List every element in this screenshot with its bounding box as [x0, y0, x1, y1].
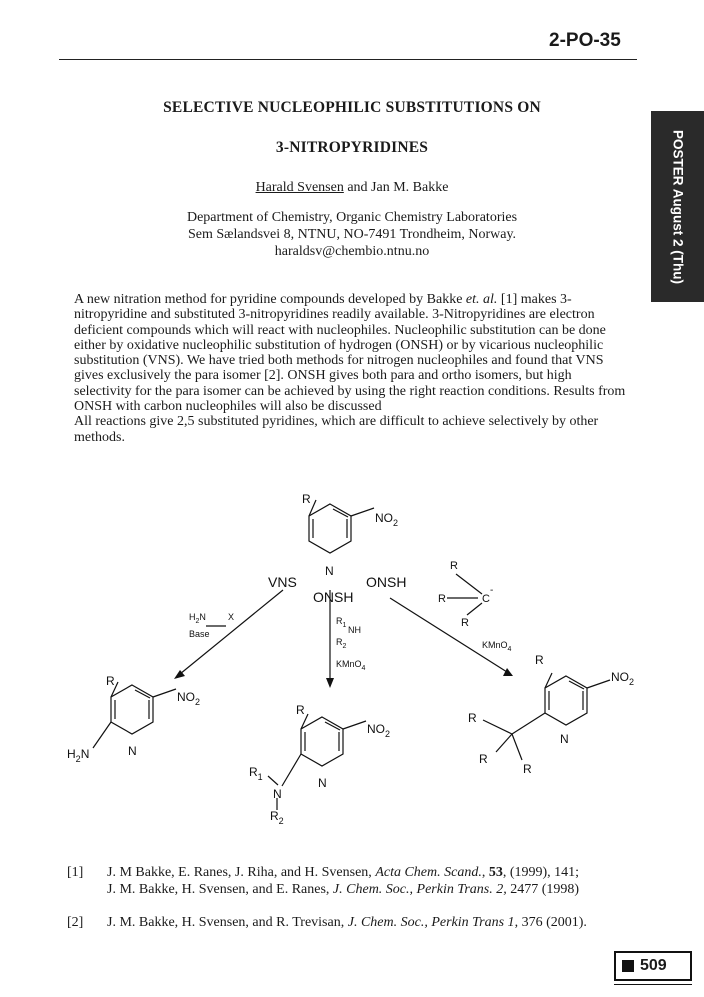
onsh-amine-label: ONSH [313, 589, 354, 605]
poster-code: 2-PO-35 [549, 30, 621, 51]
author-email: haraldsv@chembio.ntnu.no [274, 244, 430, 259]
abstract-etal: et. al. [465, 292, 498, 307]
onsh-carbon-label: ONSH [366, 574, 407, 590]
authors [0, 180, 704, 196]
reference-2-number: [2] [67, 915, 84, 930]
amine-r2: $R_2$ [336, 637, 347, 650]
product-2-r: R [296, 703, 305, 717]
header-rule [59, 59, 637, 60]
presenting-author: Harald Svensen [255, 180, 344, 195]
amine-nh: NH [348, 625, 361, 635]
product-3-ring [545, 676, 587, 725]
product-3-r-b: R [479, 752, 488, 766]
product-3-no2: $NO_2$ [611, 670, 635, 687]
amine-kmno4: KMnO$_4$ [336, 659, 366, 672]
abstract [74, 292, 626, 445]
amine-r1: $R_1$ [336, 616, 347, 629]
product-3-r-c: R [523, 762, 532, 776]
reaction-scheme [0, 480, 704, 835]
carbanion-r-top: R [450, 560, 458, 572]
carbanion-charge: - [490, 585, 494, 596]
vns-label: VNS [268, 574, 297, 590]
vns-base-label: Base [189, 629, 210, 639]
product-1-r: R [106, 674, 115, 688]
product-2-r1: $R_1$ [249, 765, 263, 782]
product-2-ring [301, 717, 343, 766]
product-3-r-a: R [468, 711, 477, 725]
start-pyridine-ring [309, 504, 351, 553]
product-2-ring-n: N [318, 776, 327, 790]
carbanion-r-left: R [438, 593, 446, 605]
page-number-box [614, 951, 692, 981]
page-marker-square [622, 960, 634, 972]
affiliation-address: Sem Sælandsvei 8, NTNU, NO-7491 Trondheim, Norway. [187, 227, 517, 242]
product-1-n: N [128, 744, 137, 758]
footer-rule [614, 984, 692, 985]
product-1-ring [111, 685, 153, 734]
vns-reagent-h2n: $H_2N$ [189, 612, 206, 625]
carbanion-r-bottom: R [461, 617, 469, 629]
product-3-r: R [535, 653, 544, 667]
product-2-r2: $R_2$ [270, 809, 284, 826]
affiliation [0, 209, 704, 260]
product-1-h2n: $H_2N$ [67, 747, 90, 764]
reference-1-line-2: J. M. Bakke, H. Svensen, and E. Ranes, J. Chem. Soc., Perkin Trans. 2, 2477 (1998) [107, 882, 580, 897]
product-1-no2: $NO_2$ [177, 690, 201, 707]
start-r-label: R [302, 492, 311, 506]
abstract-paragraph-1 [74, 292, 626, 414]
carbanion-c: C [482, 593, 490, 605]
reference-2-line-1: J. M. Bakke, H. Svensen, and R. Trevisan, J. Chem. Soc., Perkin Trans 1, 376 (2001). [107, 915, 587, 930]
start-no2-label: $NO_2$ [375, 511, 399, 528]
poster-date-label: POSTER August 2 (Thu) [670, 129, 685, 284]
product-2-no2: $NO_2$ [367, 722, 391, 739]
abstract-paragraph-2: All reactions give 2,5 substituted pyridines, which are difficult to achieve selectively by other methods. [74, 414, 599, 445]
title-line-1: SELECTIVE NUCLEOPHILIC SUBSTITUTIONS ON [163, 99, 541, 116]
abstract-text: A new nitration method for pyridine compounds developed by Bakke [74, 292, 466, 307]
carbon-kmno4: KMnO$_4$ [482, 640, 512, 653]
product-3-n: N [560, 732, 569, 746]
title-line-2: 3-NITROPYRIDINES [275, 139, 429, 156]
reference-1-line-1: J. M Bakke, E. Ranes, J. Riha, and H. Svensen, Acta Chem. Scand., 53, (1999), 141; [107, 865, 580, 880]
page-number: 509 [640, 957, 667, 974]
vns-reagent-x: X [228, 612, 235, 622]
onsh-carbon-arrow [390, 598, 507, 672]
abstract-text-cont: [1] makes 3-nitropyridine and substituted 3-nitropyridines readily available. 3-Nitropyridines are electron deficient compounds which will react with nucleophiles. Nucleophilic substitution can be done either by oxidative nucleophilic substitution of hydrogen (ONSH) or by vicarious nucleophilic substitution (VNS). We have tried both methods for nitrogen nucleophiles and found that VNS gives exclusively the para isomer [2]. ONSH gives both para and ortho isomers, but high selectivity for the para isomer can be achieved by using the right reaction conditions. Results from ONSH with carbon nucleophiles will also be discussed [74, 292, 626, 415]
reference-1-number: [1] [67, 865, 84, 880]
start-n-label: N [325, 564, 334, 578]
co-authors: and Jan M. Bakke [343, 180, 449, 195]
product-2-amine-n: N [273, 787, 282, 801]
affiliation-department: Department of Chemistry, Organic Chemistry Laboratories [186, 210, 518, 225]
